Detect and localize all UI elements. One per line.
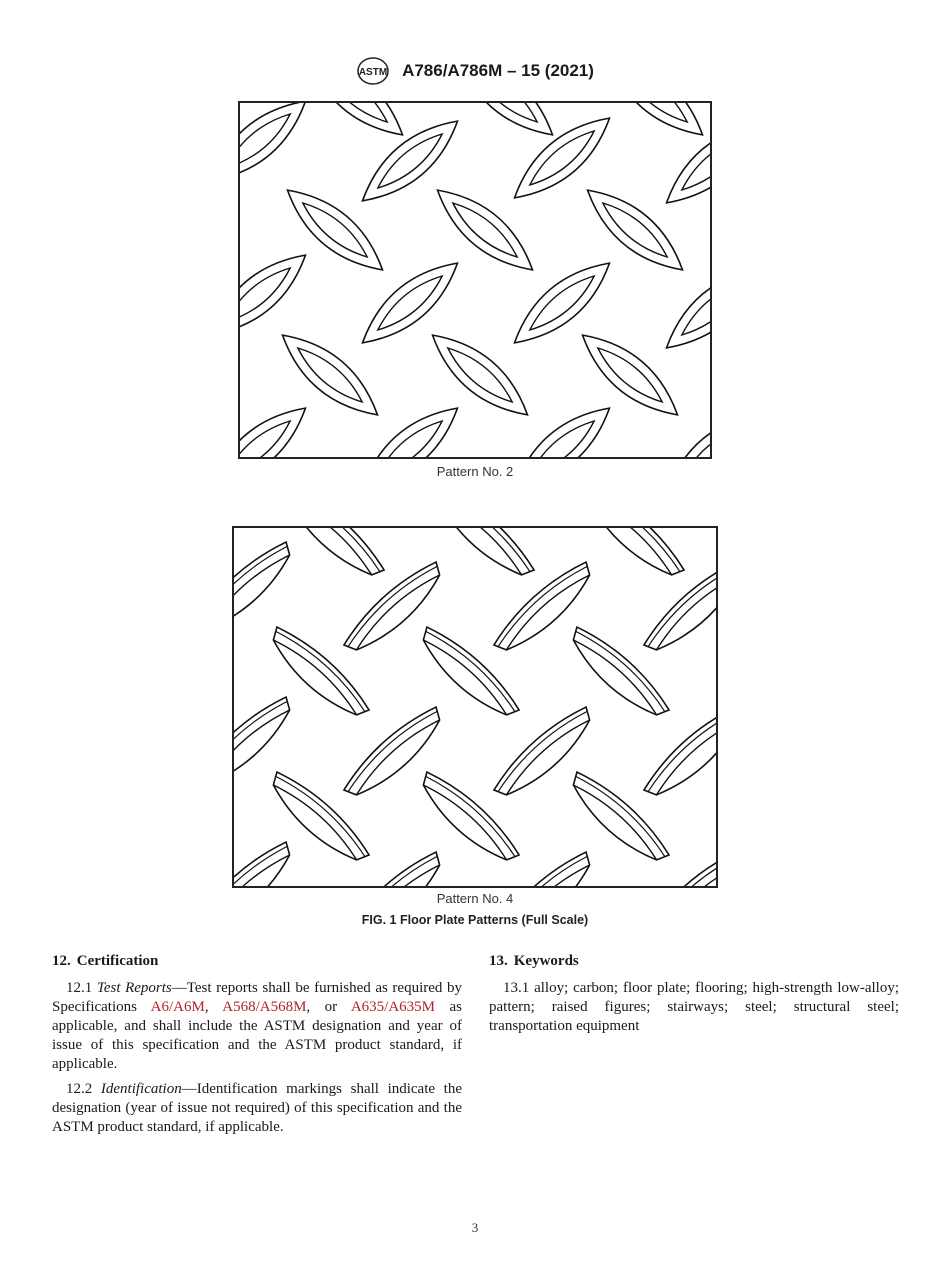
paragraph-12-1-text-a: —Test reports shall be furnished as required by Specifications xyxy=(52,980,463,1015)
page-header xyxy=(0,56,950,86)
paragraph-12-1-sep1: , xyxy=(204,999,223,1015)
astm-logo-text: ASTM xyxy=(358,67,388,78)
paragraph-12-2-term: Identification xyxy=(100,1081,182,1097)
paragraph-12-1-number: 12.1 xyxy=(66,980,93,996)
ref-a568-a568m-link[interactable]: A568/A568M xyxy=(222,999,307,1015)
paragraph-12-2 xyxy=(52,1080,462,1137)
pattern-2-label: Pattern No. 2 xyxy=(436,464,514,479)
paragraph-13-1-number: 13.1 xyxy=(503,980,530,996)
pattern-2-figure xyxy=(238,101,712,459)
paragraph-12-1 xyxy=(52,979,462,1074)
section-13 xyxy=(489,952,899,1042)
page-number: 3 xyxy=(471,1220,479,1235)
figure-caption: FIG. 1 Floor Plate Patterns (Full Scale) xyxy=(361,913,589,927)
paragraph-12-1-sep2: , or xyxy=(306,999,351,1015)
paragraph-13-1 xyxy=(489,979,899,1036)
ref-a635-a635m-link[interactable]: A635/A635M xyxy=(350,999,435,1015)
pattern-4-label: Pattern No. 4 xyxy=(436,891,514,906)
paragraph-12-1-text-b: as applicable, and shall include the ASTM designation and year of issue of this specification and the ASTM product standard, if applicable. xyxy=(52,999,462,1072)
document-designation: A786/A786M – 15 (2021) xyxy=(402,61,594,80)
section-12-title: Certification xyxy=(76,953,159,969)
pattern-4-drawing xyxy=(234,528,716,886)
pattern-4-figure xyxy=(232,526,718,888)
paragraph-13-1-text: alloy; carbon; floor plate; flooring; high-strength low-alloy; pattern; raised figures; stairways; steel; structural steel; transportation equipment xyxy=(489,980,900,1034)
pattern-2-drawing xyxy=(240,103,710,457)
section-13-heading xyxy=(489,952,899,971)
section-12-heading xyxy=(52,952,462,971)
section-13-title: Keywords xyxy=(513,953,579,969)
paragraph-12-2-number: 12.2 xyxy=(66,1081,93,1097)
paragraph-12-1-term: Test Reports xyxy=(96,980,172,996)
section-13-number: 13. xyxy=(489,953,508,969)
astm-logo-icon xyxy=(356,56,390,86)
section-12-number: 12. xyxy=(52,953,71,969)
section-12 xyxy=(52,952,462,1143)
paragraph-12-2-text: —Identification markings shall indicate the designation (year of issue not required) of this specification and the ASTM product standard, if applicable. xyxy=(52,1081,463,1135)
ref-a6-a6m-link[interactable]: A6/A6M xyxy=(150,999,205,1015)
